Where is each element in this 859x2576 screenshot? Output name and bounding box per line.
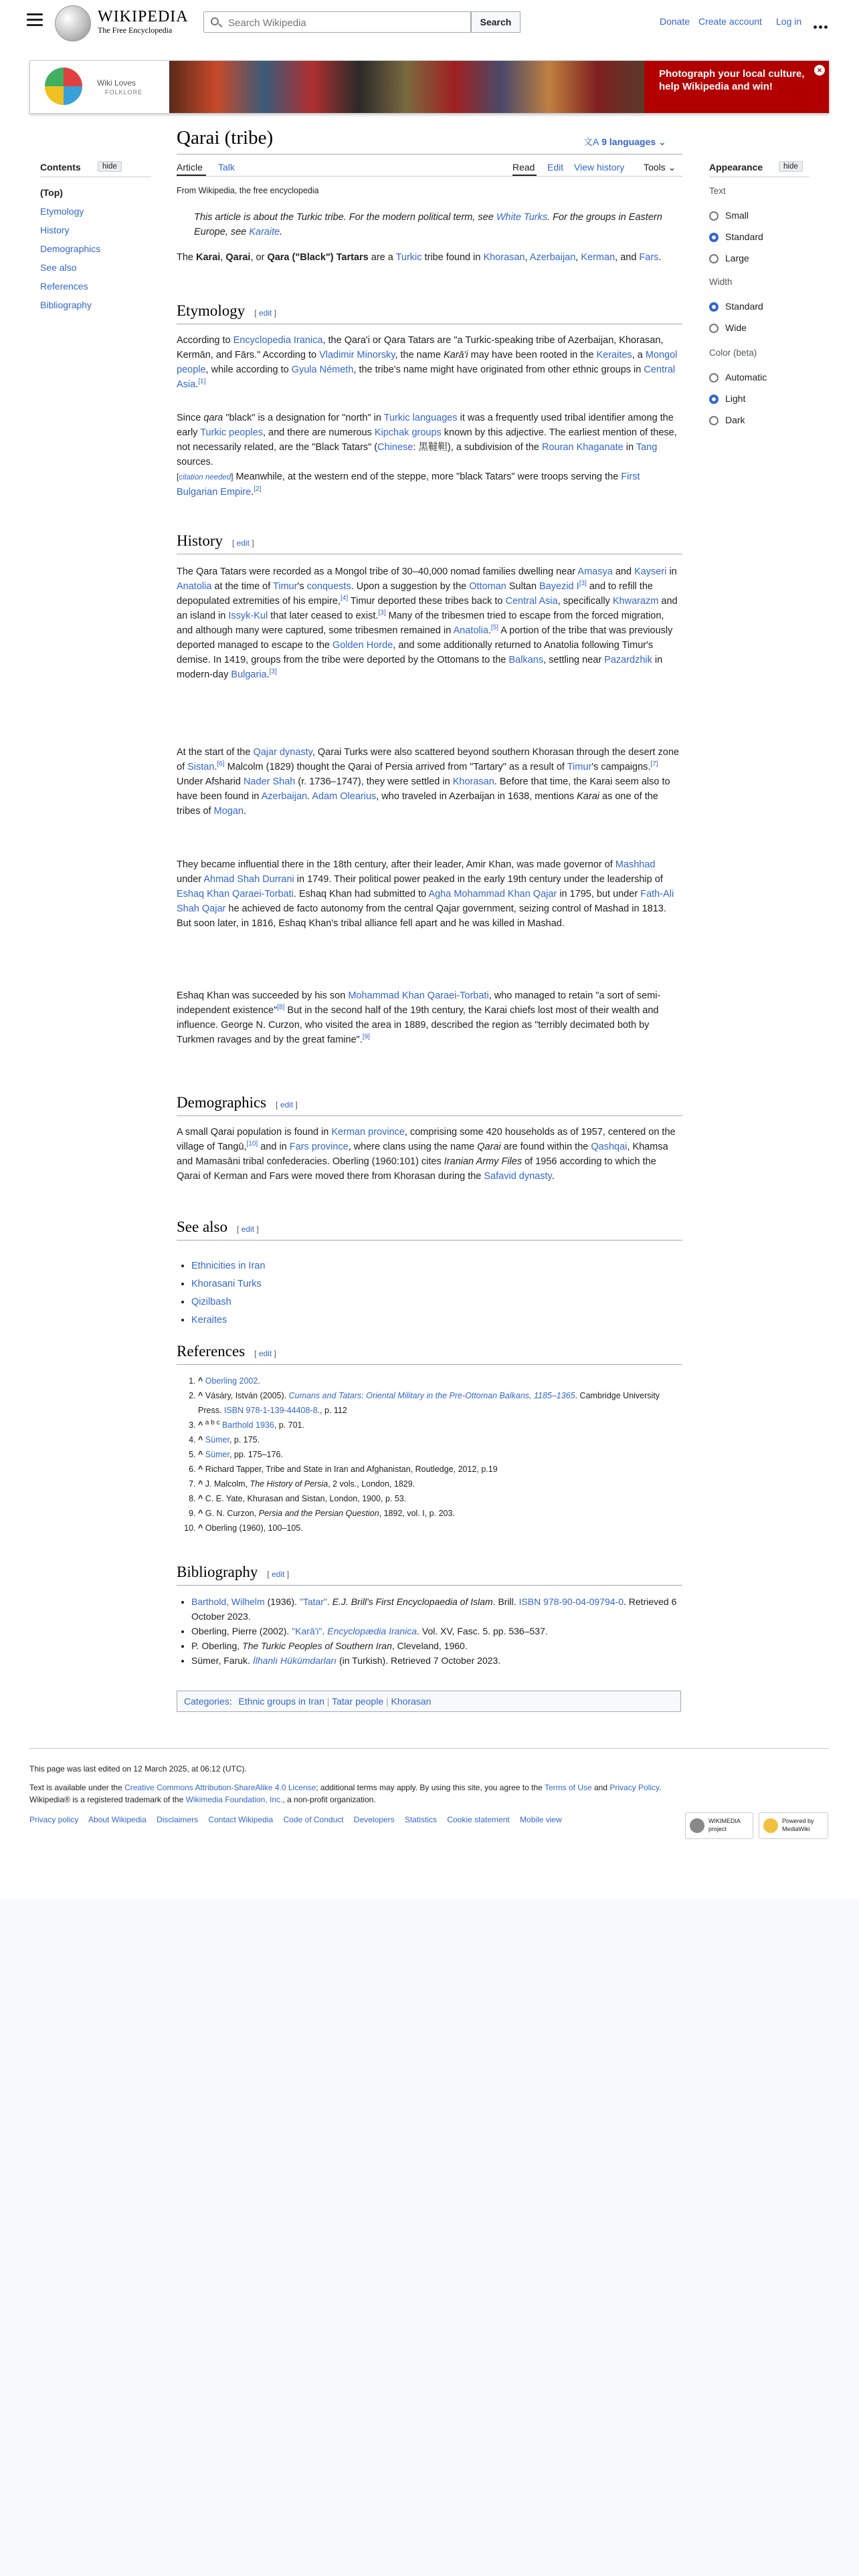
- radio-standard[interactable]: [709, 233, 719, 242]
- link-khwarazm[interactable]: Khwarazm: [612, 596, 659, 607]
- reference-item: 10. ^ Oberling (1960), 100–105.: [198, 1521, 680, 1535]
- etymology-paragraph-2: Since qara "black" is a designation for "north" in Turkic languages it was a frequently used tribal identifier among the early Turkic peoples, and there are numerous Kipchak groups known by this adjective. The earliest mention of these, not necessarily related, are the "Black Tatars" (Chinese: 黑韃靼), a subdivision of the Rouran Khaganate in Tang sources. [citation needed] Meanwhile, at the western end of the steppe, more "black Tatars" were troops serving the First Bulgarian Empire.[2]: [177, 413, 677, 498]
- link-timur-2[interactable]: Timur: [567, 762, 592, 772]
- bibliography-item: • P. Oberling, The Turkic Peoples of Southern Iran, Cleveland, 1960.: [191, 1638, 680, 1653]
- link-issyk-kul[interactable]: Issyk-Kul: [228, 611, 268, 621]
- heading-history: History [ edit ]: [177, 532, 254, 549]
- banner-logo-line1: Wiki Loves: [97, 78, 136, 88]
- radio-small[interactable]: [709, 211, 719, 221]
- appearance-hide-button[interactable]: hide: [779, 161, 803, 172]
- tab-talk[interactable]: Talk: [218, 162, 235, 173]
- link-ottoman[interactable]: Ottoman: [469, 581, 506, 592]
- mediawiki-badge[interactable]: Powered by MediaWiki: [759, 1812, 828, 1839]
- license-text: Text is available under the Creative Commons Attribution-ShareAlike 4.0 License; additional terms may apply. By using this site, you agree to the Terms of Use and Privacy Policy. Wikipedia® is a registered trademark of the Wikimedia Foundation, Inc., a non-profit organization.: [29, 1783, 662, 1804]
- link-fars-province[interactable]: Fars province: [289, 1142, 349, 1152]
- categories-box: Categories: Ethnic groups in Iran | Tatar people | Khorasan: [177, 1691, 681, 1712]
- heading-bibliography: Bibliography [ edit ]: [177, 1564, 290, 1580]
- link-agha-mohammad[interactable]: Agha Mohammad Khan Qajar: [428, 889, 557, 899]
- color-label: Color (beta): [709, 348, 757, 358]
- heading-references: References [ edit ]: [177, 1343, 276, 1360]
- banner-cta-text: Photograph your local culture, help Wikipedia and win!: [659, 68, 805, 92]
- see-also-list: [191, 1257, 265, 1329]
- footer-link[interactable]: Developers: [353, 1815, 395, 1824]
- main-menu-button[interactable]: [27, 13, 43, 27]
- create-account-link[interactable]: Create account: [698, 16, 762, 27]
- ref-2[interactable]: [2]: [254, 486, 262, 494]
- hatnote: This article is about the Turkic tribe. For the modern political term, see White Turks. For the groups in Eastern Europe, see Karaite.: [194, 212, 662, 237]
- link-qajar-dynasty[interactable]: Qajar dynasty: [253, 747, 312, 758]
- link-mohammad-khan[interactable]: Mohammad Khan Qaraei-Torbati: [348, 990, 489, 1001]
- width-label: Width: [709, 277, 733, 287]
- toc-item-references[interactable]: References: [40, 281, 88, 292]
- wikimedia-logo-icon: [690, 1818, 704, 1833]
- radio-automatic[interactable]: [709, 373, 719, 383]
- category-link[interactable]: Ethnic groups in Iran: [238, 1696, 324, 1707]
- toc-item-see-also[interactable]: See also: [40, 262, 77, 273]
- text-large-option[interactable]: Large: [709, 253, 749, 263]
- footer-link[interactable]: Cookie statement: [447, 1815, 510, 1824]
- see-also-item[interactable]: Qizilbash: [191, 1297, 231, 1307]
- ref-10[interactable]: [10]: [246, 1140, 258, 1148]
- ref-5[interactable]: [5]: [490, 624, 499, 632]
- link-ahmad-shah-durrani[interactable]: Ahmad Shah Durrani: [203, 874, 294, 885]
- ref-7[interactable]: [7]: [650, 760, 658, 768]
- bibliography-item: • Sümer, Faruk. İlhanlı Hükümdarları (in Turkish). Retrieved 7 October 2023.: [191, 1653, 680, 1668]
- link-minorsky[interactable]: Vladimir Minorsky: [319, 350, 395, 360]
- link-safavid[interactable]: Safavid dynasty: [484, 1171, 552, 1182]
- terms-link[interactable]: Terms of Use: [544, 1783, 592, 1792]
- footer-link[interactable]: Statistics: [404, 1815, 437, 1824]
- radio-dark[interactable]: [709, 416, 719, 425]
- reference-item: 2. ^ Vásáry, István (2005). Cumans and Tatars: Oriental Military in the Pre-Ottoman Balkans, 1185–1365. Cambridge University Press. ISBN 978-1-139-44408-8., p. 112: [198, 1388, 680, 1418]
- link-rouran[interactable]: Rouran Khaganate: [541, 442, 624, 453]
- tools-menu[interactable]: Tools ⌄: [644, 162, 676, 173]
- link-mashhad[interactable]: Mashhad: [615, 859, 656, 870]
- link-kipchak-groups[interactable]: Kipchak groups: [374, 427, 442, 438]
- toc-hide-button[interactable]: hide: [98, 161, 122, 172]
- link-tang[interactable]: Tang: [636, 442, 658, 453]
- edit-bibliography-link[interactable]: edit: [272, 1570, 285, 1579]
- category-link[interactable]: Khorasan: [391, 1696, 432, 1707]
- language-selector[interactable]: [583, 135, 666, 148]
- ref-3c[interactable]: [3]: [269, 668, 277, 676]
- link-sistan[interactable]: Sistan: [187, 762, 215, 772]
- history-paragraph-4: Eshaq Khan was succeeded by his son Mohammad Khan Qaraei-Torbati, who managed to retain "a sort of semi-independent existence"[8] But in the second half of the 19th century, the Karai chiefs lost most of their wealth and influence. George N. Curzon, who visited the area in 1889, described the region as "terribly decimated both by Turkmen ravages and by the great famine".[9]: [177, 990, 661, 1045]
- link-karaite[interactable]: Karaite: [249, 227, 280, 237]
- link-conquests[interactable]: conquests: [306, 581, 351, 592]
- reference-item: 7. ^ J. Malcolm, The History of Persia, 2 vols., London, 1829.: [198, 1477, 680, 1491]
- edit-etymology-link[interactable]: edit: [258, 308, 272, 318]
- translate-icon: 文A: [583, 136, 599, 147]
- toc-title: Contents: [40, 162, 81, 173]
- footer-link[interactable]: Privacy policy: [29, 1815, 79, 1824]
- see-also-item[interactable]: Khorasani Turks: [191, 1279, 262, 1289]
- search-button[interactable]: Search: [471, 11, 520, 33]
- reference-item: 3. ^ $^{a b c}$ Barthold 1936, p. 701.: [198, 1418, 680, 1432]
- link-anatolia[interactable]: Anatolia: [177, 581, 212, 592]
- link-kayseri[interactable]: Kayseri: [634, 566, 667, 577]
- link-adam-olearius[interactable]: Adam Olearius: [312, 791, 377, 802]
- radio-width-wide[interactable]: [709, 324, 719, 333]
- link-bayezid[interactable]: Bayezid I: [539, 581, 579, 592]
- languages-label: 9 languages: [601, 136, 656, 147]
- tools-label: Tools: [644, 162, 666, 173]
- last-edited: This page was last edited on 12 March 2025, at 06:12 (UTC).: [29, 1764, 247, 1774]
- link-turkic-peoples[interactable]: Turkic peoples: [200, 427, 263, 438]
- link-central-asia[interactable]: Central Asia: [177, 364, 676, 390]
- footer-links: [29, 1815, 570, 1824]
- more-options-icon[interactable]: [814, 20, 830, 32]
- radio-light[interactable]: [709, 395, 719, 404]
- color-dark-option[interactable]: Dark: [709, 415, 745, 425]
- link-khorasan-2[interactable]: Khorasan: [452, 776, 494, 787]
- search-input[interactable]: [227, 14, 457, 31]
- wmf-link[interactable]: Wikimedia Foundation, Inc.: [185, 1795, 283, 1804]
- reference-item: 9. ^ G. N. Curzon, Persia and the Persian Question, 1892, vol. I, p. 203.: [198, 1506, 680, 1521]
- tab-read[interactable]: Read: [512, 162, 535, 173]
- references-list: [198, 1374, 680, 1535]
- banner-photo-strip: [169, 61, 644, 113]
- categories-link[interactable]: Categories: [184, 1696, 229, 1707]
- link-fars[interactable]: Fars: [639, 252, 659, 263]
- ref-3b[interactable]: [3]: [378, 609, 386, 617]
- history-paragraph-2: At the start of the Qajar dynasty, Qarai Turks were also scattered beyond southern Khorasan through the desert zone of Sistan.[6] Malcolm (1829) thought the Qarai of Persia arrived from "Tartary" as a result of Timur's campaigns.[7] Under Afsharid Nader Shah (r. 1736–1747), they were settled in Khorasan. Before that time, the Karai seem also to have been found in Azerbaijan. Adam Olearius, who traveled in Azerbaijan in 1638, mentions Karai as one of the tribes of Mogan.: [177, 747, 679, 817]
- etymology-paragraph-1: According to Encyclopedia Iranica, the Qara'i or Qara Tatars are "a Turkic-speaking tribe of Azerbaijan, Khorasan, Kermān, and Fārs." According to Vladimir Minorsky, the name Karā'i may have been rooted in the Keraites, a Mongol people, while according to Gyula Németh, the tribe's name might have originated from other ethnic groups in Central Asia.[1]: [177, 335, 678, 390]
- link-amasya[interactable]: Amasya: [577, 566, 613, 577]
- banner-logo-line2: FOLKLORE: [105, 89, 143, 96]
- ref-4[interactable]: [4]: [341, 595, 349, 603]
- mediawiki-logo-icon: [763, 1818, 778, 1833]
- edit-see-also-link[interactable]: edit: [241, 1224, 255, 1234]
- search-box: [203, 11, 471, 33]
- fundraising-banner[interactable]: [29, 60, 830, 114]
- history-paragraph-3: They became influential there in the 18th century, after their leader, Amir Khan, was made governor of Mashhad under Ahmad Shah Durrani in 1749. Their political power peaked in the early 19th century under the leadership of Eshaq Khan Qaraei-Torbati. Eshaq Khan had submitted to Agha Mohammad Khan Qajar in 1795, but under Fath-Ali Shah Qajar he achieved de facto autonomy from the central Qajar government, seizing control of Mashad in 1813. But soon later, in 1816, Eshaq Khan's tribal alliance fell apart and he was killed in Mashad.: [177, 859, 674, 929]
- link-qashqai[interactable]: Qashqai: [591, 1142, 628, 1152]
- link-khorasan[interactable]: Khorasan: [483, 252, 525, 263]
- footer-link[interactable]: About Wikipedia: [88, 1815, 147, 1824]
- footer-link[interactable]: Contact Wikipedia: [208, 1815, 274, 1824]
- bibliography-item: • Oberling, Pierre (2002). "Karā'i". Encyclopædia Iranica. Vol. XV, Fasc. 5. pp. 536–537.: [191, 1624, 680, 1638]
- link-kerman[interactable]: Kerman: [581, 252, 615, 263]
- link-golden-horde[interactable]: Golden Horde: [332, 640, 393, 651]
- tab-view-history[interactable]: View history: [574, 162, 625, 173]
- link-balkans[interactable]: Balkans: [508, 655, 544, 665]
- width-standard-option[interactable]: Standard: [709, 301, 763, 312]
- toc-item-etymology[interactable]: Etymology: [40, 206, 84, 217]
- edit-references-link[interactable]: edit: [258, 1349, 272, 1358]
- link-azerbaijan[interactable]: Azerbaijan: [529, 252, 576, 263]
- text-standard-option[interactable]: Standard: [709, 231, 763, 242]
- ref-9[interactable]: [9]: [362, 1033, 370, 1041]
- footer-link[interactable]: Code of Conduct: [283, 1815, 344, 1824]
- history-paragraph-1: The Qara Tatars were recorded as a Mongol tribe of 30–40,000 nomad families dwelling near Amasya and Kayseri in Anatolia at the time of Timur's conquests. Upon a suggestion by the Ottoman Sultan Bayezid I[3] and to refill the depopulated extremities of his empire,[4] Timur deported these tribes back to Central Asia, specifically Khwarazm and an island in Issyk-Kul that later ceased to exist.[3] Many of the tribesmen tried to escape from the forced migration, and although many were captured, some tribesmen remained in Anatolia.[5] A portion of the tribe that was previously deported managed to escape to the Golden Horde, and some additionally returned to Anatolia following Timur's demise. In 1419, groups from the tribe were deported by the Ottomans to the Balkans, settling near Pazardzhik in modern-day Bulgaria.[3]: [177, 566, 678, 680]
- link-kerman-province[interactable]: Kerman province: [331, 1127, 405, 1138]
- link-white-turks[interactable]: White Turks: [496, 212, 548, 223]
- reference-item: 6. ^ Richard Tapper, Tribe and State in Iran and Afghanistan, Routledge, 2012, p.19: [198, 1462, 680, 1477]
- login-link[interactable]: Log in: [776, 16, 802, 27]
- toc-item-bibliography[interactable]: Bibliography: [40, 300, 92, 310]
- link-fath-ali-shah[interactable]: Fath-Ali Shah Qajar: [177, 889, 674, 914]
- heading-etymology: Etymology [ edit ]: [177, 302, 276, 319]
- ref-8[interactable]: [8]: [277, 1004, 285, 1012]
- license-link[interactable]: Creative Commons Attribution-ShareAlike 4.0 License: [124, 1783, 316, 1792]
- page-title: Qarai (tribe): [177, 127, 274, 148]
- wikimedia-badge[interactable]: WIKIMEDIA project: [685, 1812, 753, 1839]
- privacy-link[interactable]: Privacy Policy: [609, 1783, 660, 1792]
- bibliography-list: [191, 1594, 680, 1668]
- reference-item: 5. ^ Sümer, pp. 175–176.: [198, 1447, 680, 1462]
- link-pazardzhik[interactable]: Pazardzhik: [604, 655, 652, 665]
- link-encyclopedia-iranica[interactable]: Encyclopedia Iranica: [233, 335, 323, 346]
- reference-item: 8. ^ C. E. Yate, Khurasan and Sistan, London, 1900, p. 53.: [198, 1491, 680, 1506]
- footer-link[interactable]: Disclaimers: [157, 1815, 199, 1824]
- banner-cta[interactable]: [644, 61, 829, 113]
- category-link[interactable]: Tatar people: [332, 1696, 384, 1707]
- wikipedia-tagline: The Free Encyclopedia: [98, 25, 173, 35]
- toc-item-history[interactable]: History: [40, 225, 70, 235]
- close-icon[interactable]: ×: [814, 65, 825, 76]
- text-small-option[interactable]: Small: [709, 210, 749, 221]
- lead-paragraph: The Karai, Qarai, or Qara ("Black") Tartars are a Turkic tribe found in Khorasan, Azerbaijan, Kerman, and Fars.: [177, 252, 662, 263]
- link-anatolia-2[interactable]: Anatolia: [453, 625, 488, 636]
- link-chinese[interactable]: Chinese: [377, 442, 413, 453]
- link-nader-shah[interactable]: Nader Shah: [243, 776, 296, 787]
- width-wide-option[interactable]: Wide: [709, 322, 747, 333]
- heading-demographics: Demographics [ edit ]: [177, 1094, 298, 1111]
- link-timur[interactable]: Timur: [273, 581, 298, 592]
- search-icon: [211, 17, 219, 25]
- ref-3a[interactable]: [3]: [579, 580, 587, 588]
- link-mogan[interactable]: Mogan: [213, 806, 244, 817]
- radio-large[interactable]: [709, 254, 719, 263]
- radio-width-standard[interactable]: [709, 302, 719, 312]
- text-size-label: Text: [709, 186, 726, 196]
- see-also-item[interactable]: Keraites: [191, 1315, 227, 1325]
- link-gyula-nemeth[interactable]: Gyula Németh: [291, 364, 354, 375]
- link-mongol-people[interactable]: Mongol people: [177, 350, 678, 375]
- donate-link[interactable]: Donate: [660, 16, 690, 27]
- tab-article[interactable]: Article: [177, 162, 203, 173]
- citation-needed[interactable]: citation needed: [179, 473, 231, 481]
- color-light-option[interactable]: Light: [709, 393, 745, 404]
- ref-6[interactable]: [6]: [217, 760, 225, 768]
- reference-item: 1. ^ Oberling 2002.: [198, 1374, 680, 1388]
- edit-demographics-link[interactable]: edit: [280, 1100, 294, 1109]
- link-azerbaijan-2[interactable]: Azerbaijan: [261, 791, 308, 802]
- chevron-down-icon: ⌄: [658, 136, 666, 147]
- reference-item: 4. ^ Sümer, p. 175.: [198, 1432, 680, 1447]
- color-automatic-option[interactable]: Automatic: [709, 372, 767, 383]
- wikipedia-globe-logo[interactable]: [55, 5, 91, 41]
- link-turkic[interactable]: Turkic: [395, 252, 422, 263]
- footer-link[interactable]: Mobile view: [520, 1815, 562, 1824]
- heart-logo-icon: [45, 68, 82, 105]
- appearance-title: Appearance: [709, 162, 763, 173]
- wikipedia-wordmark[interactable]: WIKIPEDIA: [98, 8, 189, 25]
- from-wikipedia: From Wikipedia, the free encyclopedia: [177, 186, 319, 195]
- tab-edit[interactable]: Edit: [547, 162, 564, 173]
- link-keraites[interactable]: Keraites: [596, 350, 632, 360]
- link-eshaq-khan[interactable]: Eshaq Khan Qaraei-Torbati: [177, 889, 294, 899]
- wiki-loves-folklore-logo: [30, 61, 169, 113]
- link-bulgaria[interactable]: Bulgaria: [231, 669, 267, 680]
- link-central-asia-2[interactable]: Central Asia: [505, 596, 558, 607]
- edit-history-link[interactable]: edit: [236, 538, 250, 548]
- toc-item-top[interactable]: (Top): [40, 187, 63, 198]
- bibliography-item: • Barthold, Wilhelm (1936). "Tatar". E.J. Brill's First Encyclopaedia of Islam. Brill. ISBN 978-90-04-09794-0. Retrieved 6 October 2023.: [191, 1594, 680, 1624]
- see-also-item[interactable]: Ethnicities in Iran: [191, 1261, 266, 1271]
- link-first-bulgarian-empire[interactable]: First Bulgarian Empire: [177, 471, 640, 498]
- demographics-paragraph: A small Qarai population is found in Kerman province, comprising some 420 households as of 1957, centered on the village of Tangū,[10] and in Fars province, where clans using the name Qarai are found within the Qashqai, Khamsa and Mamasāni tribal confederacies. Oberling (1960:101) cites Iranian Army Files of 1956 according to which the Qarai of Kerman and Fars were moved there from Khorasan during the Safavid dynasty.: [177, 1127, 676, 1182]
- heading-see-also: See also [ edit ]: [177, 1218, 259, 1235]
- link-turkic-languages[interactable]: Turkic languages: [383, 413, 458, 423]
- ref-1[interactable]: [1]: [198, 378, 206, 386]
- toc-item-demographics[interactable]: Demographics: [40, 243, 101, 254]
